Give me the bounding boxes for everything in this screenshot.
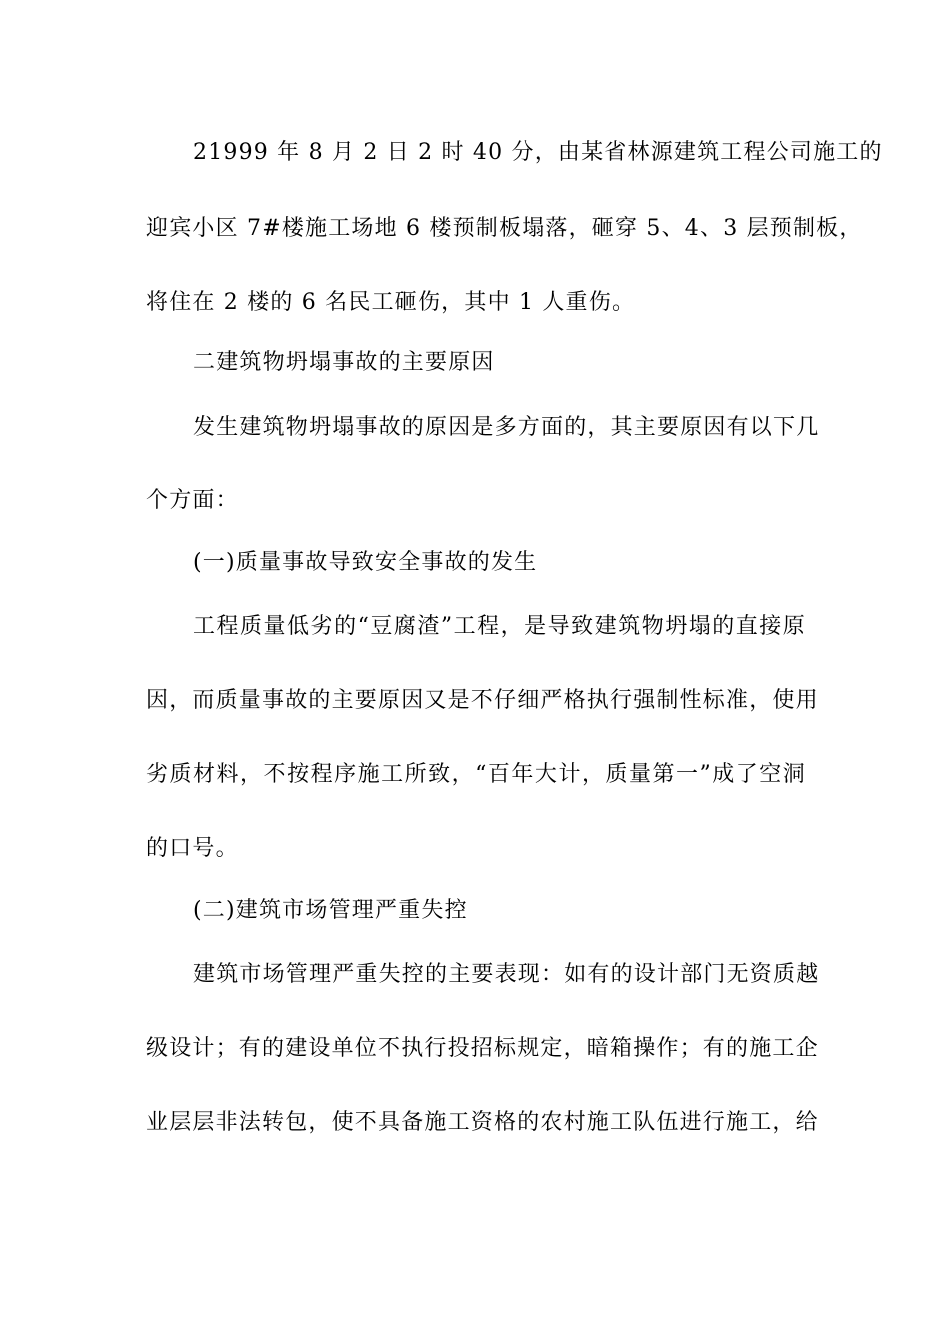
paragraph-1-line-1: 21999 年 8 月 2 日 2 时 40 分，由某省林源建筑工程公司施工的 — [193, 140, 883, 165]
paragraph-2-line-2: 个方面： — [146, 488, 239, 513]
section-heading-2: 二建筑物坍塌事故的主要原因 — [193, 350, 495, 375]
paragraph-3-line-3: 劣质材料，不按程序施工所致，“百年大计，质量第一”成了空洞 — [146, 762, 806, 787]
paragraph-4-line-3: 业层层非法转包，使不具备施工资格的农村施工队伍进行施工，给 — [146, 1110, 819, 1135]
paragraph-3-line-4: 的口号。 — [146, 836, 239, 861]
subheading-2: (二)建筑市场管理严重失控 — [193, 898, 468, 923]
paragraph-4-line-1: 建筑市场管理严重失控的主要表现：如有的设计部门无资质越 — [193, 962, 820, 987]
paragraph-2-line-1: 发生建筑物坍塌事故的原因是多方面的，其主要原因有以下几 — [193, 415, 820, 440]
paragraph-1-line-3: 将住在 2 楼的 6 名民工砸伤，其中 1 人重伤。 — [146, 290, 636, 315]
paragraph-3-line-1: 工程质量低劣的“豆腐渣”工程，是导致建筑物坍塌的直接原 — [193, 614, 806, 639]
subheading-1: (一)质量事故导致安全事故的发生 — [193, 550, 538, 575]
paragraph-1-line-2: 迎宾小区 7#楼施工场地 6 楼预制板塌落，砸穿 5、4、3 层预制板， — [146, 216, 863, 241]
paragraph-4-line-2: 级设计；有的建设单位不执行投招标规定，暗箱操作；有的施工企 — [146, 1036, 819, 1061]
paragraph-3-line-2: 因，而质量事故的主要原因又是不仔细严格执行强制性标准，使用 — [146, 688, 819, 713]
